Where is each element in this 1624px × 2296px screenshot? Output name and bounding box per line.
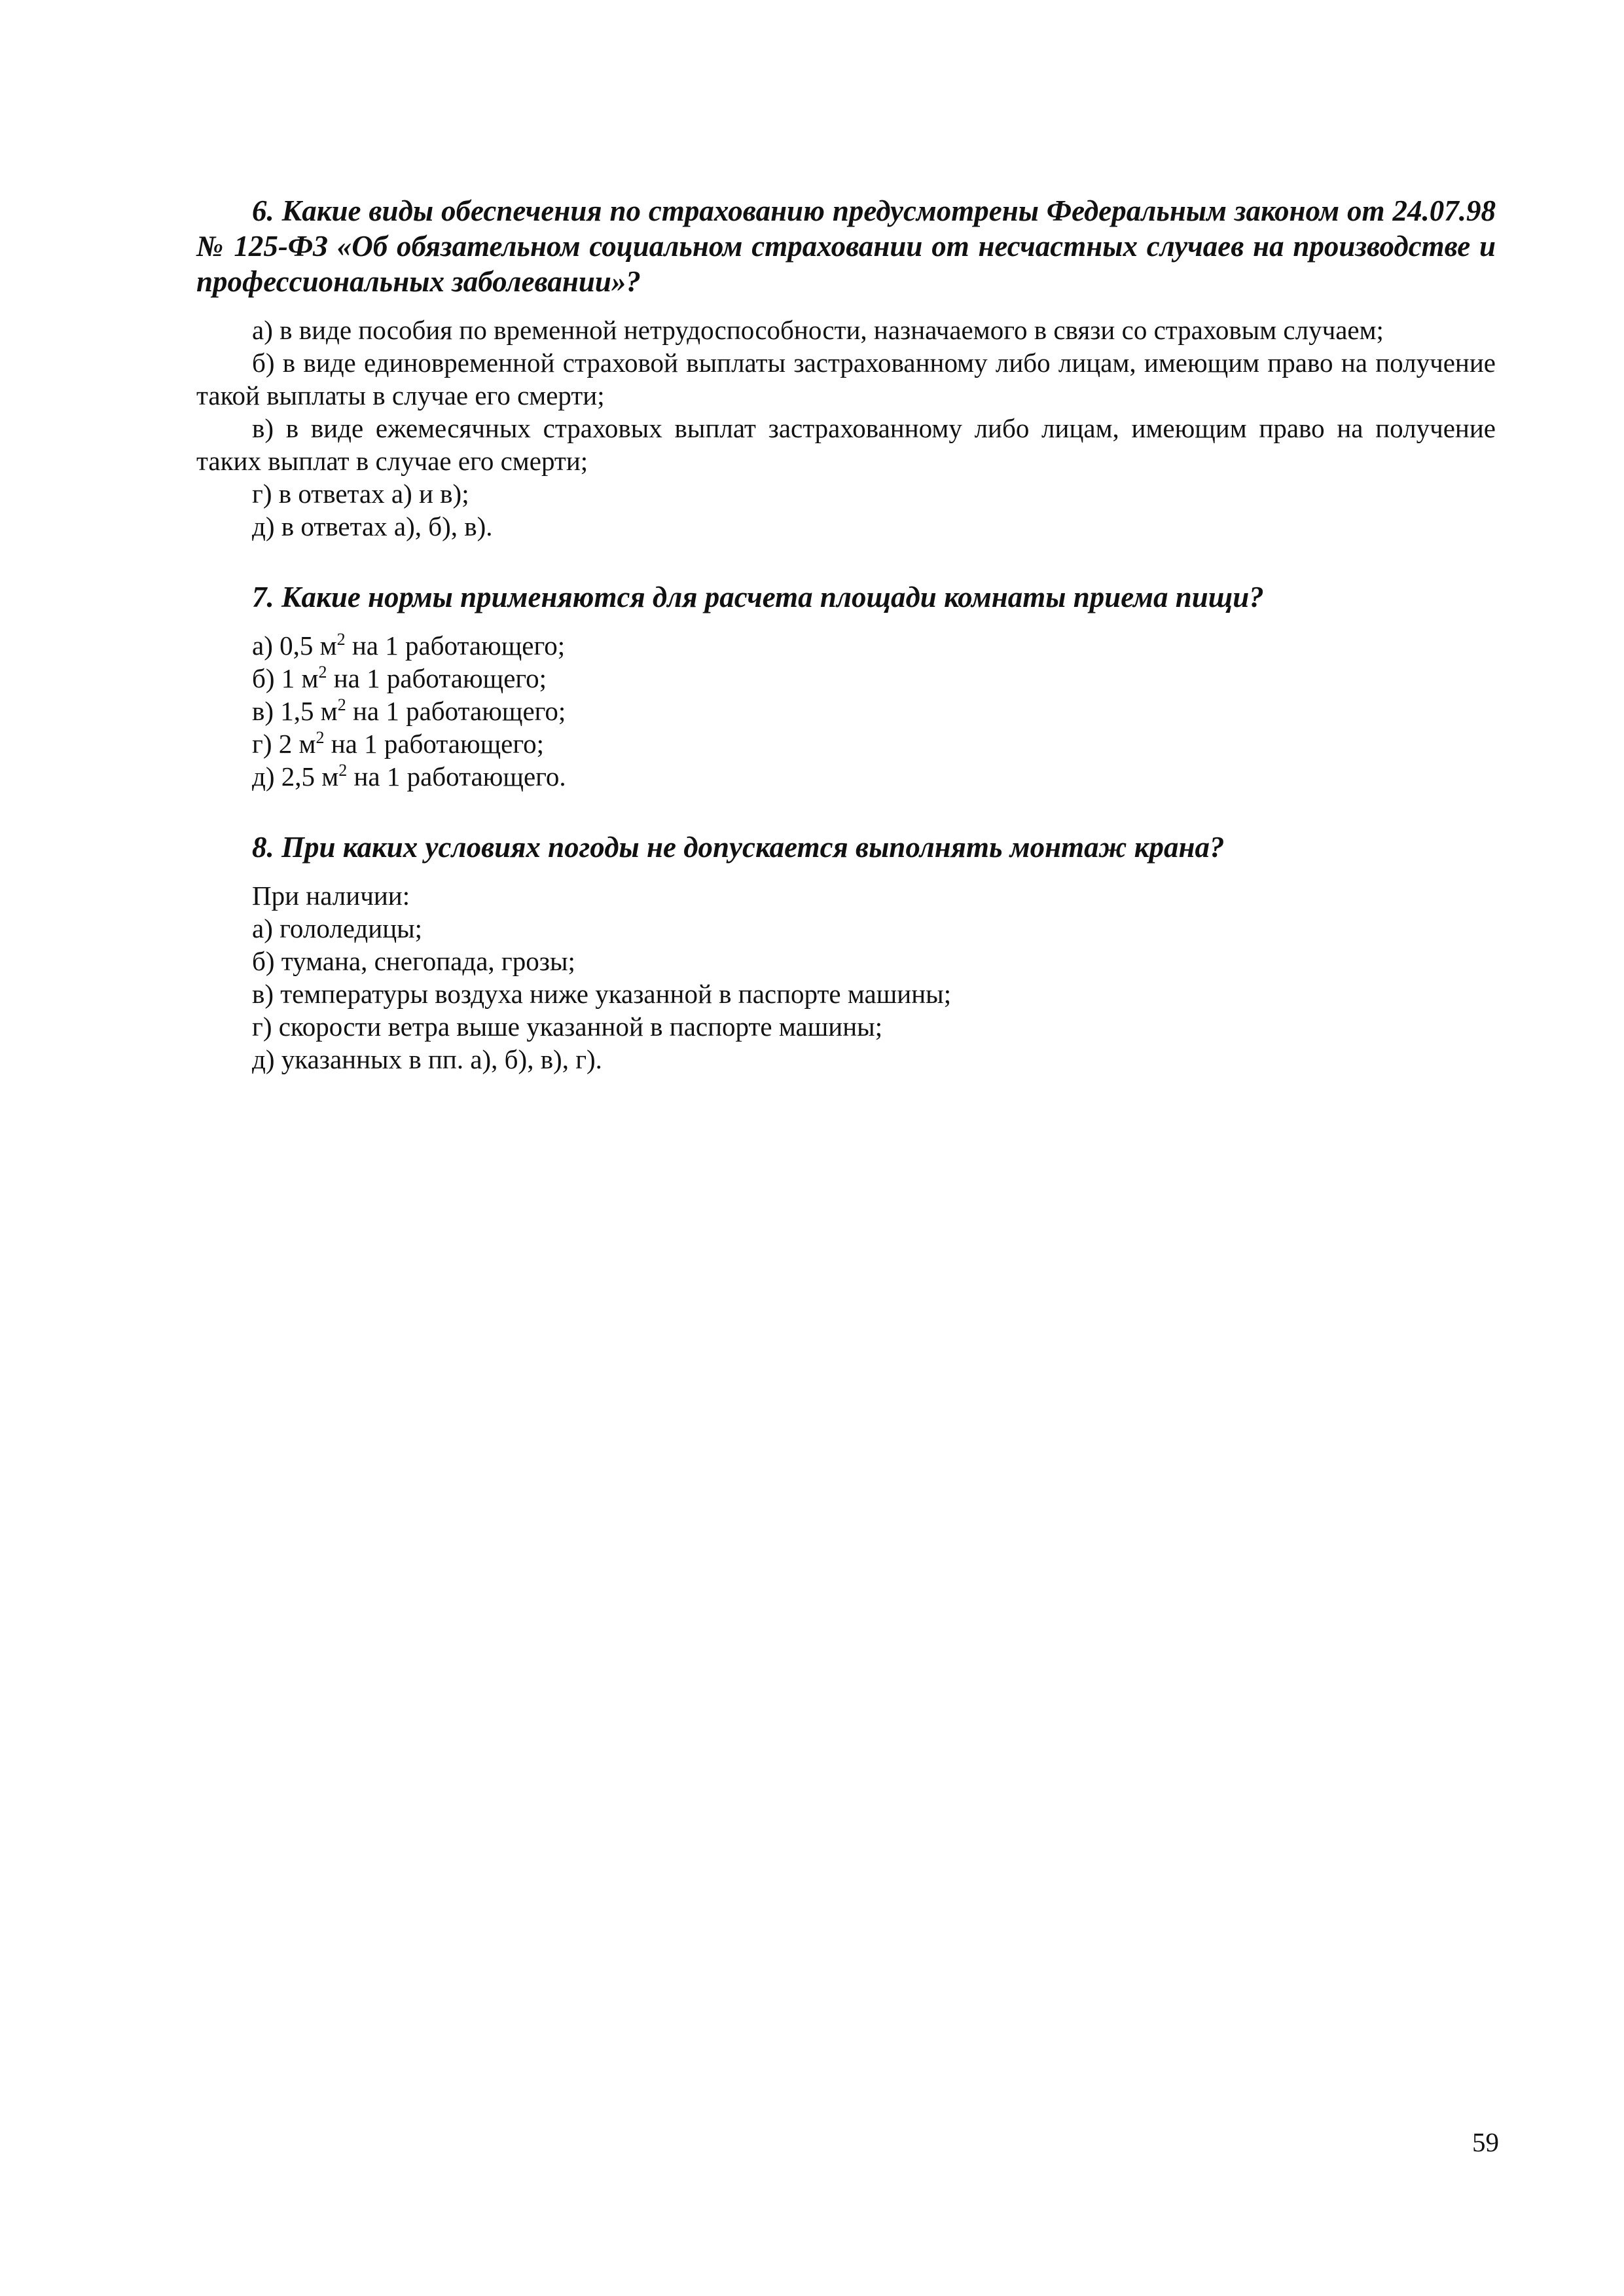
unit-exponent: 2 (337, 695, 346, 714)
question-7 (196, 579, 1496, 793)
question-6-answer-d: г) в ответах а) и в); (252, 479, 469, 509)
answer-value: г) 2 (252, 729, 293, 759)
unit-base: м (301, 663, 319, 693)
answer-value: б) 1 (252, 663, 295, 693)
unit-base: м (298, 729, 316, 759)
unit-exponent: 2 (338, 761, 348, 780)
question-7-answer-e (196, 760, 1496, 793)
question-7-answer-a (196, 629, 1496, 662)
question-6-answers (196, 314, 1496, 543)
answer-rest: на 1 работающего; (331, 729, 545, 759)
question-7-answer-d (196, 727, 1496, 760)
question-6-answer-b: б) в виде единовременной страховой выплаты застрахованному либо лицам, имеющим право на получение такой выплаты в случае его смерти; (196, 348, 1496, 410)
page-number: 59 (1472, 2127, 1499, 2157)
answer-value: д) 2,5 (252, 761, 316, 792)
question-8-intro: При наличии: (252, 881, 410, 911)
question-8-text: 8. При каких условиях погоды не допускается выполнять монтаж крана? (252, 831, 1225, 864)
answer-rest: на 1 работающего; (352, 630, 566, 661)
answer-rest: на 1 работающего; (333, 663, 547, 693)
unit-exponent: 2 (318, 663, 327, 682)
unit-base: м (319, 630, 337, 661)
question-6 (196, 193, 1496, 543)
unit-base: м (320, 696, 338, 726)
question-8-answer-e: д) указанных в пп. а), б), в), г). (252, 1044, 602, 1074)
question-8-answer-b: б) тумана, снегопада, грозы; (252, 946, 575, 976)
question-6-answer-c: в) в виде ежемесячных страховых выплат застрахованному либо лицам, имеющим право на получение таких выплат в случае его смерти; (196, 413, 1496, 476)
question-6-text: 6. Какие виды обеспечения по страхованию предусмотрены Федеральным законом от 24.07.98 № 125-ФЗ «Об обязательном социальном страховании от несчастных случаев на производстве и профессиональных заболевании»? (196, 194, 1496, 298)
question-8-answer-a: а) гололедицы; (252, 913, 423, 943)
unit-exponent: 2 (316, 728, 325, 747)
question-7-answer-c (196, 695, 1496, 727)
question-8-answers (196, 879, 1496, 1076)
unit-exponent: 2 (336, 630, 346, 649)
question-8 (196, 829, 1496, 1076)
unit-base: м (321, 761, 339, 792)
answer-rest: на 1 работающего. (353, 761, 566, 792)
question-8-answer-d: г) скорости ветра выше указанной в паспорте машины; (252, 1011, 883, 1042)
answer-value: в) 1,5 (252, 696, 314, 726)
document-page (196, 193, 1496, 1076)
question-6-answer-a: а) в виде пособия по временной нетрудоспособности, назначаемого в связи со страховым случаем; (252, 315, 1384, 345)
question-6-answer-e: д) в ответах а), б), в). (252, 511, 493, 541)
question-8-answer-c: в) температуры воздуха ниже указанной в паспорте машины; (252, 979, 952, 1009)
question-7-answer-b (196, 662, 1496, 695)
answer-value: а) 0,5 (252, 630, 314, 661)
question-7-text: 7. Какие нормы применяются для расчета площади комнаты приема пищи? (252, 581, 1264, 613)
answer-rest: на 1 работающего; (352, 696, 566, 726)
question-7-answers (196, 629, 1496, 793)
